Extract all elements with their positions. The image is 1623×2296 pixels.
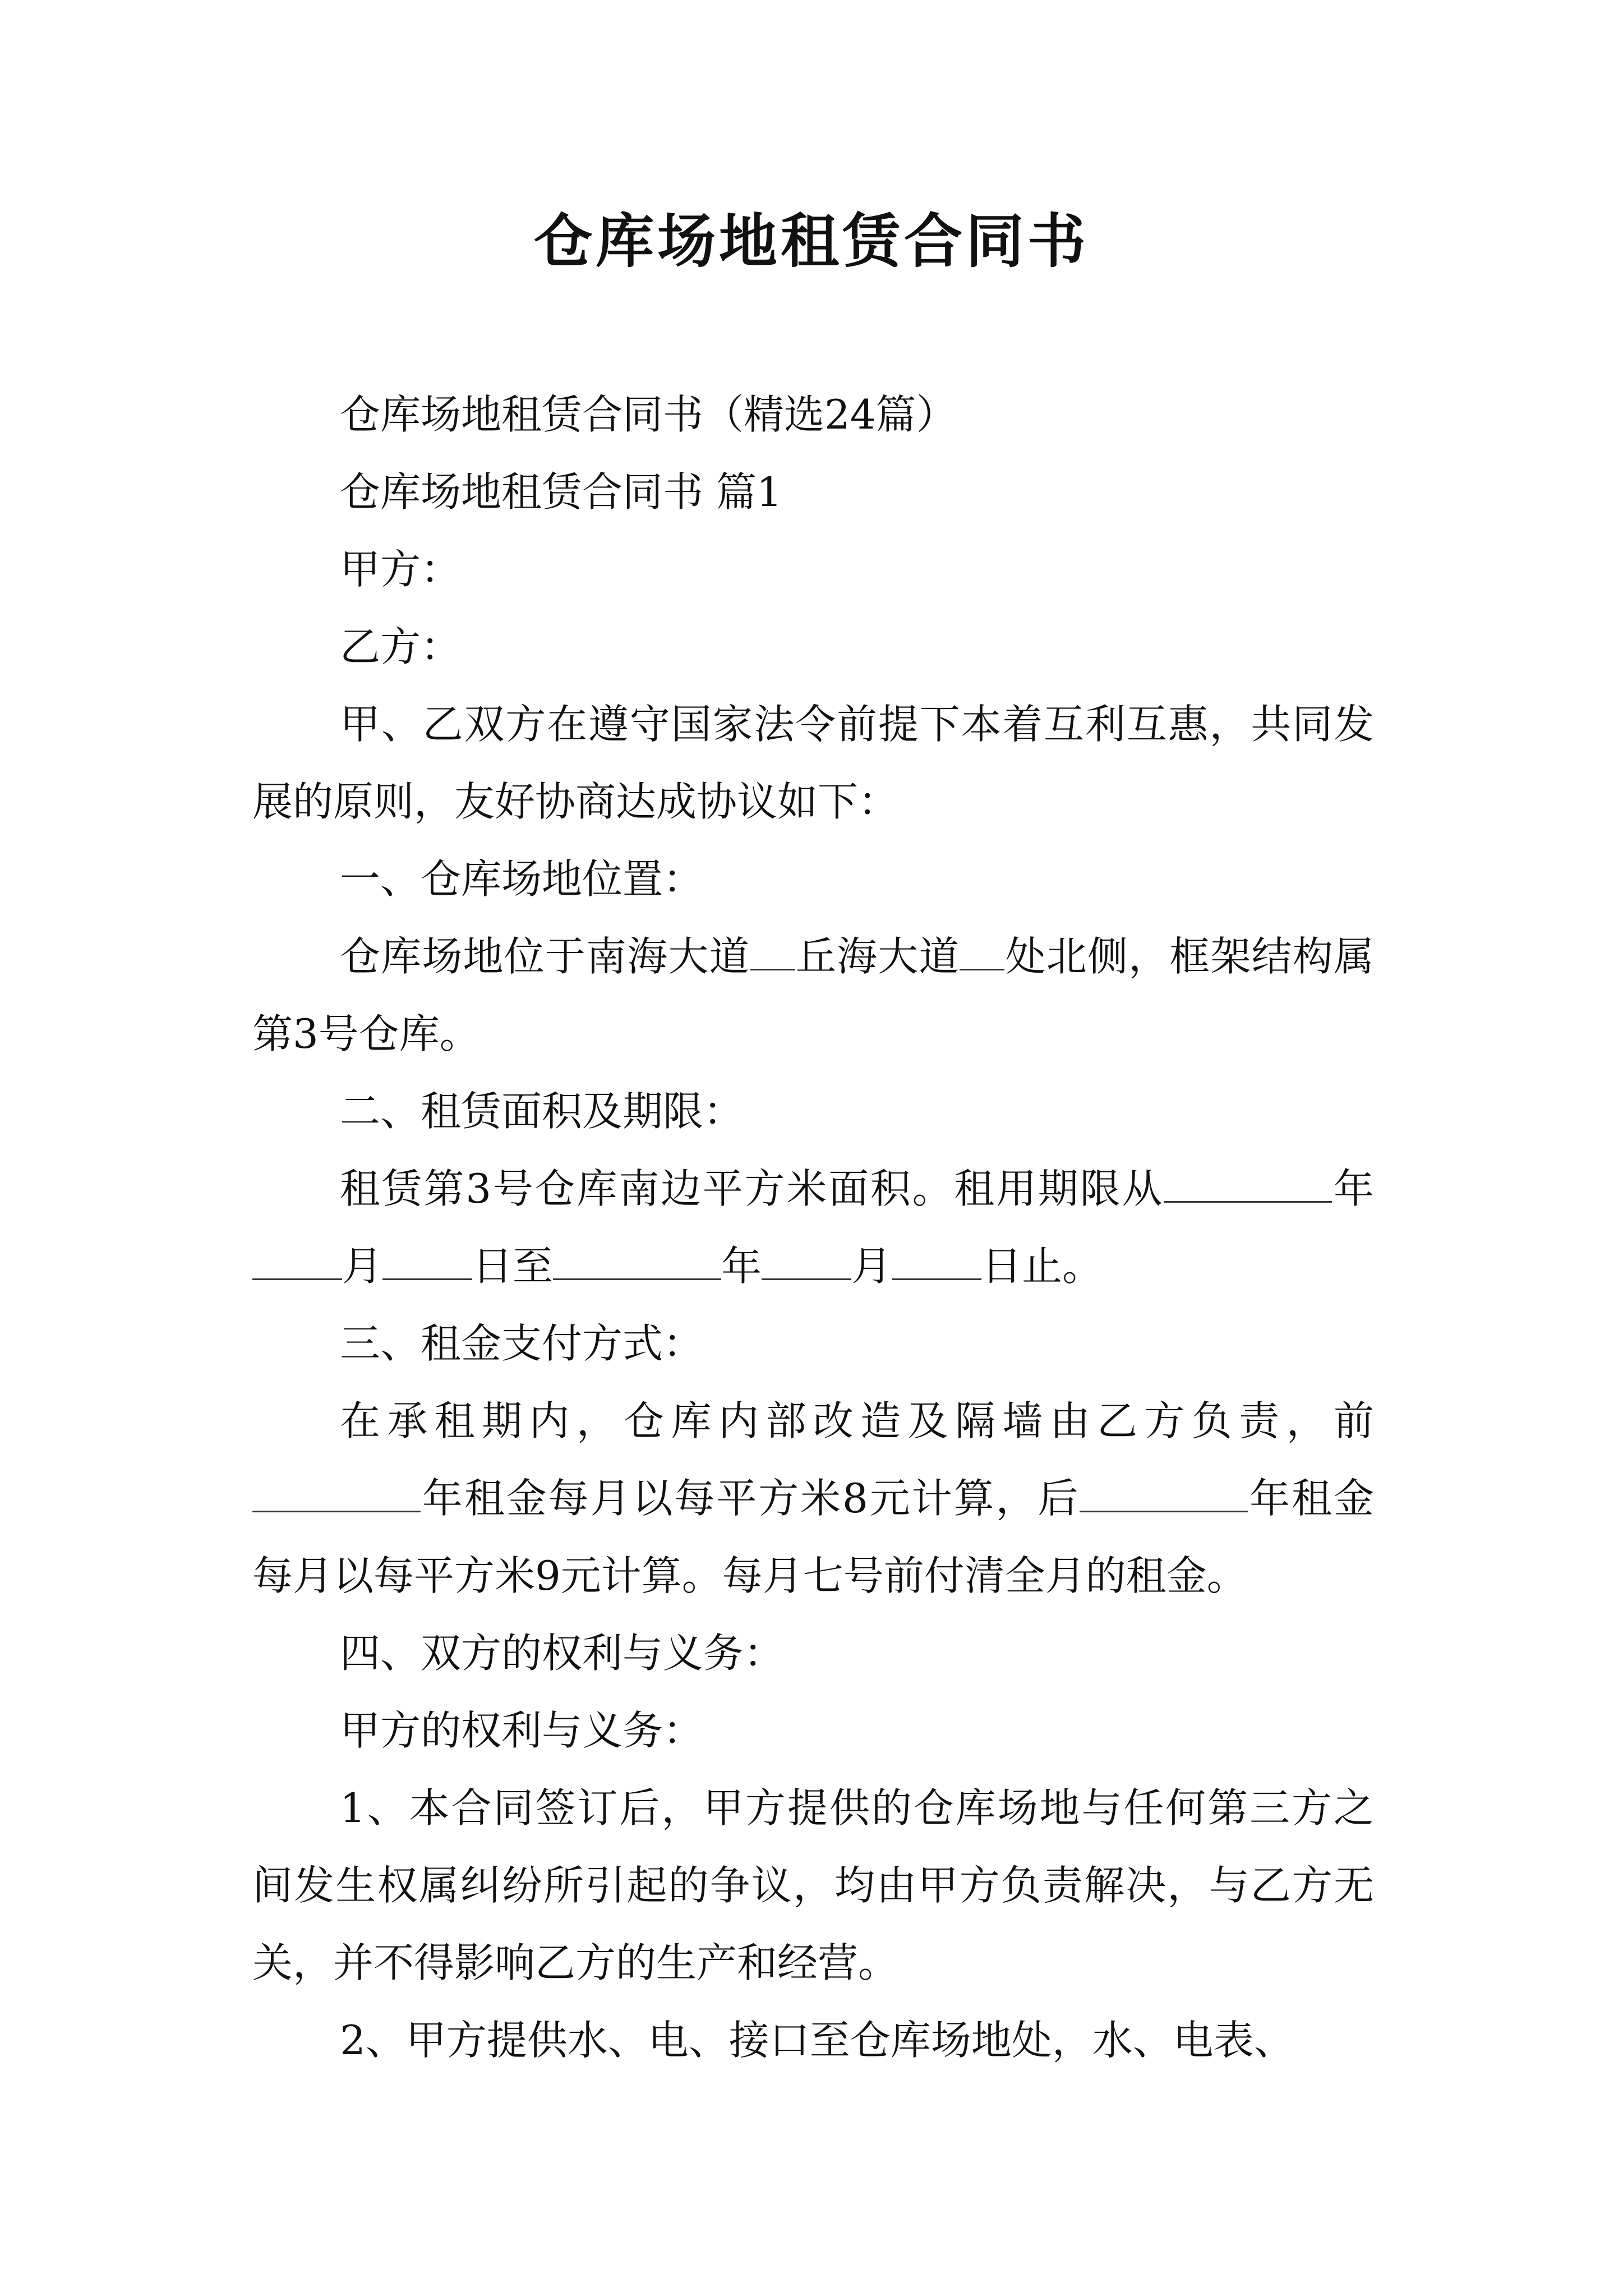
clause2-year-2: 年 (721, 1243, 762, 1290)
blank-line (553, 1242, 721, 1280)
duty-2-paragraph: 2、甲方提供水、电、接口至仓库场地处，水、电表、 (340, 2017, 1294, 2064)
clause2-month-1: 月 (342, 1243, 383, 1290)
clause2-paragraph (252, 1150, 1374, 1305)
blank-line (762, 1242, 851, 1280)
document-body (252, 376, 1374, 2079)
party-a-duties-heading: 甲方的权利与义务： (340, 1707, 704, 1754)
document-title: 仓库场地租赁合同书 (533, 206, 1089, 275)
clause4-heading: 四、双方的权利与义务： (340, 1630, 785, 1677)
preamble-paragraph: 甲、乙双方在遵守国家法令前提下本着互利互惠，共同发展的原则，友好协商达成协议如下： (252, 701, 1374, 825)
clause3-paragraph (252, 1382, 1374, 1614)
clause2-year-1: 年 (1332, 1165, 1374, 1212)
clause1-text-3: 处北侧，框架结构属第3号仓库。 (252, 933, 1374, 1057)
clause3-text-1: 在承租期内，仓库内部改造及隔墙由乙方负责，前 (340, 1397, 1374, 1444)
blank-line (1080, 1474, 1248, 1512)
section-heading: 仓库场地租赁合同书 篇1 (340, 468, 782, 516)
clause1-text-2: 丘海大道 (795, 933, 960, 980)
clause1-heading: 一、仓库场地位置： (340, 855, 704, 903)
blank-line (252, 1474, 421, 1512)
blank-line (382, 1242, 472, 1280)
blank-line (252, 1242, 342, 1280)
blank-line (750, 932, 795, 970)
clause3-text-2: 年租金每月以每平方米8元计算，后 (421, 1475, 1080, 1522)
party-b-line: 乙方： (340, 623, 462, 670)
blank-line (1164, 1165, 1332, 1203)
clause2-day-1: 日至 (472, 1243, 554, 1290)
blank-line (960, 932, 1004, 970)
clause2-heading: 二、租赁面积及期限： (340, 1088, 744, 1135)
clause1-text-1: 仓库场地位于南海大道 (340, 933, 750, 980)
clause3-heading: 三、租金支付方式： (340, 1320, 704, 1367)
clause1-paragraph (252, 918, 1374, 1073)
blank-line (892, 1242, 981, 1280)
clause3-text-3: 年租金每月以每平方米9元计算。每月七号前付清全月的租金。 (252, 1475, 1374, 1599)
clause2-text-1: 租赁第3号仓库南边平方米面积。租用期限从 (340, 1165, 1164, 1212)
clause2-day-2: 日止。 (981, 1243, 1103, 1290)
subtitle: 仓库场地租赁合同书（精选24篇） (340, 391, 957, 438)
party-a-line: 甲方： (340, 546, 462, 593)
duty-1-paragraph: 1、本合同签订后，甲方提供的仓库场地与任何第三方之间发生权属纠纷所引起的争议，均由甲方负责解决，与乙方无关，并不得影响乙方的生产和经营。 (252, 1784, 1374, 1986)
clause2-month-2: 月 (851, 1243, 892, 1290)
